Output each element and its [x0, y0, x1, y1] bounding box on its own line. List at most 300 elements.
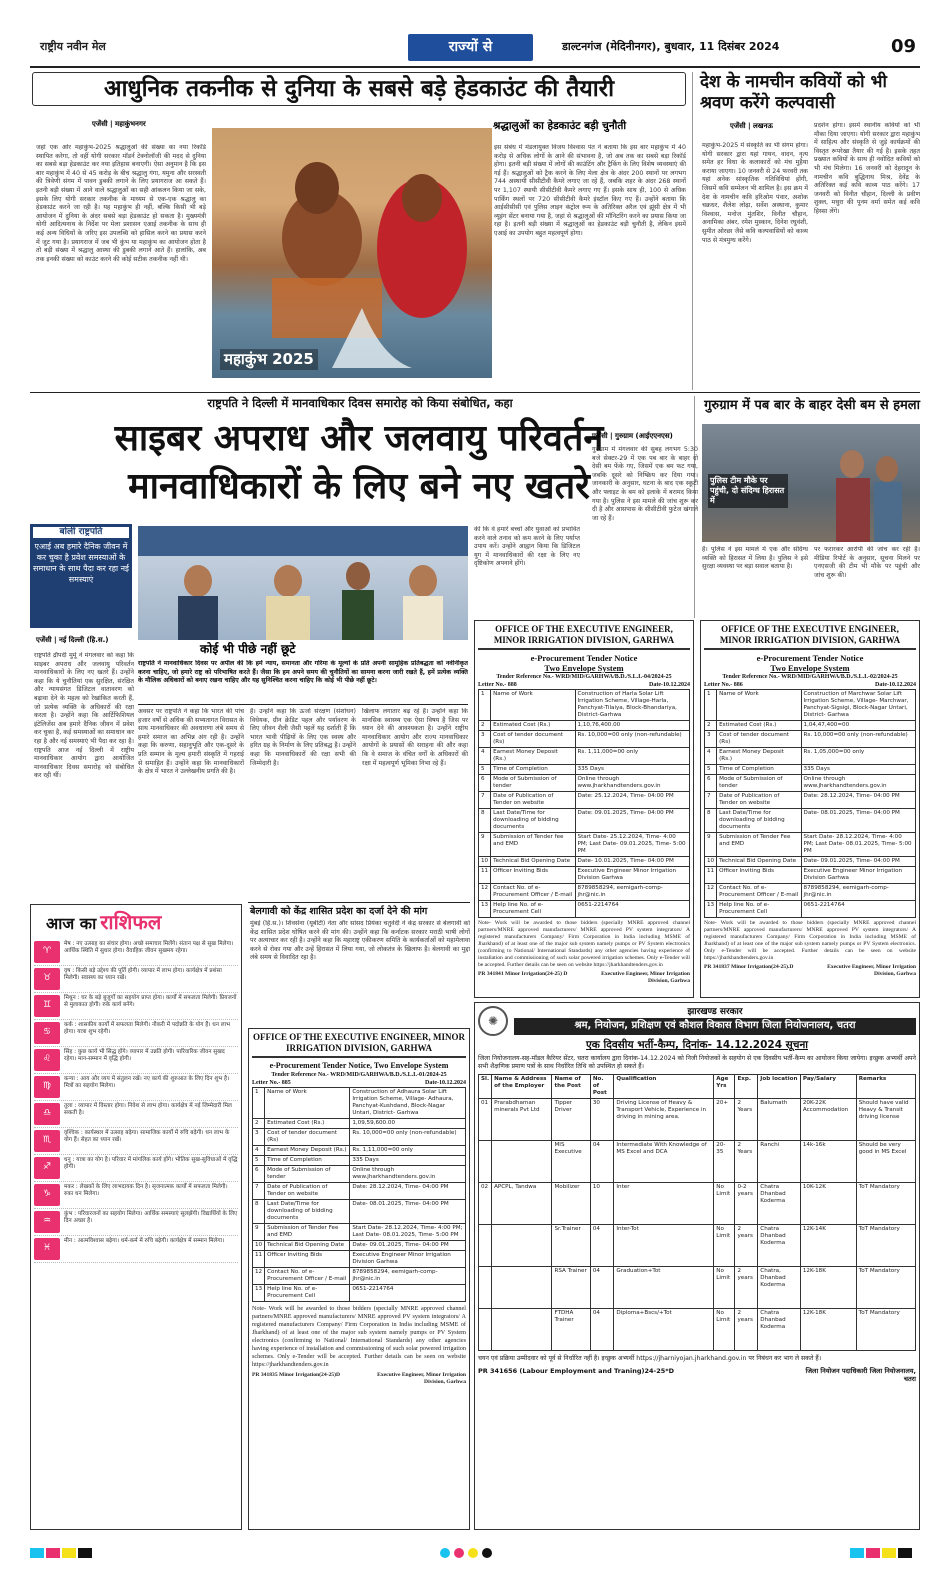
story3-headline-line1: साइबर अपराध और जलवायु परिवर्तन	[114, 418, 604, 459]
job-fair-cell: 2 years	[735, 1309, 758, 1351]
job-fair-row	[479, 1099, 916, 1141]
job-fair-cell: No Limit	[714, 1267, 735, 1309]
job-fair-header-cell: Name of the Post	[552, 1075, 590, 1099]
tender-row-label: Mode of Submission of tender	[265, 1166, 350, 1183]
zodiac-sign-icon: ♌	[34, 1049, 60, 1071]
job-fair-footer: चयन एवं प्रक्रिया उम्मीदवार को पूर्व से निर्धारित नहीं है। इच्छुक अभ्यर्थी https://jharniyojan.jharkhand.gov.in पर निबंधन कर भाग ले सकते हैं।	[478, 1355, 822, 1363]
tender-row-number: 1	[479, 690, 491, 721]
story4-photo	[702, 424, 920, 542]
job-fair-cell	[492, 1225, 552, 1267]
tender-row	[479, 721, 690, 731]
tender-row	[479, 901, 690, 918]
tender-row-label: Name of Work	[265, 1088, 350, 1119]
story2-headline: देश के नामचीन कवियों को भी श्रवण करेंगे कल्पवासी	[700, 72, 887, 113]
tender-notice-a	[474, 620, 694, 998]
story3-byline: एजेंसी | नई दिल्ली (हि.स.)	[36, 636, 109, 644]
tender-row-label: Officer Inviting Bids	[265, 1251, 350, 1268]
job-fair-cell: Inter	[614, 1183, 714, 1225]
job-fair-cell: Chatra, Dhanbad Koderma	[758, 1267, 801, 1309]
tender-row-number: 3	[479, 731, 491, 748]
job-fair-cell: 2 Years	[735, 1099, 758, 1141]
zodiac-sign-icon: ♒	[34, 1211, 60, 1233]
tender-row-number: 12	[705, 884, 717, 901]
tender-row-number: 2	[253, 1119, 265, 1129]
tender-row-number: 11	[253, 1251, 265, 1268]
job-fair-cell: Diploma+Bscs/+Tot	[614, 1309, 714, 1351]
masthead	[30, 34, 920, 64]
tender-row-value: 0651-2214764	[801, 901, 915, 918]
tender-row	[705, 748, 916, 765]
tender-row-label: Time of Completion	[265, 1156, 350, 1166]
tender-row-value: Rs. 10,000=00 only (non-refundable)	[575, 731, 689, 748]
tender-row-value: Date- 09.01.2025, Time- 04:00 PM	[801, 857, 915, 867]
job-fair-cell: Chatra Dhanbad Koderma	[758, 1183, 801, 1225]
tender-row-label: Last Date/Time for downloading of bidding documents	[491, 809, 575, 833]
tender-row-number: 5	[479, 765, 491, 775]
story4-byline: एजेंसी | गुरुग्राम (आईएएनएस)	[592, 432, 673, 440]
tender-c-ref: Tender Reference No.- WRD/MID/GARHWA/B.D./S.L.I.-01/2024-25	[271, 1072, 447, 1078]
tender-row-value: Online through www.jharkhandtenders.gov.in	[350, 1166, 466, 1183]
tender-row-value: 1,04,47,400=00	[801, 721, 915, 731]
tender-row-value: Start Date- 25.12.2024, Time- 4:00 PM; Last Date- 09.01.2025, Time- 5:00 PM	[575, 833, 689, 857]
job-fair-table	[478, 1074, 916, 1351]
job-fair-cell: Should be very good in MS Excel	[856, 1141, 915, 1183]
color-bar-magenta	[46, 1548, 60, 1558]
tender-row-value: Date- 08.01.2025, Time- 04:00 PM	[350, 1200, 466, 1224]
story3-col5: की कि वे हमारे बच्चों और युवाओं को प्रभावित करने वाले तनाव को कम करने के लिए पर्याप्त उपाय करें। उन्होंने आह्वान किया कि डिजिटल युग में मानवाधिकारों की रक्षा के लिए नए दृष्टिकोण अपनाने होंगे।	[474, 526, 580, 568]
rashifal-box	[30, 904, 242, 1530]
tender-row-label: Earnest Money Deposit (Rs.)	[265, 1146, 350, 1156]
story4-col3: पर फरारकर आरोपी की जांच कर रही है। मीडिया रिपोर्ट के अनुसार, सूचना मिलने पर एनएसजी की टीम भी मौके पर पहुंची और जांच शुरू की।	[814, 546, 920, 579]
job-fair-cell: Balumath	[758, 1099, 801, 1141]
rashifal-item	[34, 1074, 238, 1101]
tender-row-value: Rs. 1,11,000=00 only	[575, 748, 689, 765]
masthead-rule	[30, 66, 920, 68]
job-fair-cell: 0-2 years	[735, 1183, 758, 1225]
tender-row-label: Contact No. of e-Procurement Officer / E-mail	[491, 884, 575, 901]
tender-row-number: 1	[253, 1088, 265, 1119]
color-bar-black-right	[898, 1548, 912, 1558]
tender-row	[705, 857, 916, 867]
story5-text: मुंबई (हि.स.)। शिवसेना (यूबीटी) नेता और सांसद प्रियंका चतुर्वेदी ने केंद्र सरकार से बेलगावी को केंद्र शासित प्रदेश घोषित करने की मांग की। उन्होंने कहा कि कर्नाटक सरकार मराठी भाषी लोगों पर अत्याचार कर रही है। उन्होंने कहा कि महाराष्ट्र एकीकरण समिति के कार्यकर्ताओं को महामेलावा करने से रोका गया और उन्हें हिरासत में लिया गया, जो लोकतंत्र के खिलाफ है। बेलगावी का मुद्दा लंबे समय से विवादित रहा है।	[250, 920, 470, 962]
tender-row-number: 7	[705, 792, 717, 809]
tender-row-label: Time of Completion	[491, 765, 575, 775]
zodiac-sign-icon: ♎	[34, 1103, 60, 1125]
job-fair-cell: 12K-18K	[800, 1309, 856, 1351]
tender-row-number: 13	[253, 1285, 265, 1302]
tender-row	[705, 901, 916, 918]
tender-row-label: Help line No. of e-Procurement Cell	[717, 901, 801, 918]
tender-row-label: Earnest Money Deposit (Rs.)	[491, 748, 575, 765]
job-fair-header-cell: Qualification	[614, 1075, 714, 1099]
tender-row	[253, 1268, 466, 1285]
tender-a-sign: Executive Engineer, Minor Irrigation Division, Garhwa	[601, 971, 690, 984]
tender-b-table	[704, 689, 916, 918]
story1-photo	[212, 128, 492, 378]
story3-col1: राष्ट्रपति द्रौपदी मुर्मू ने मंगलवार को कहा कि साइबर अपराध और जलवायु परिवर्तन मानवाधिकारों के लिए नए खतरे हैं। उन्होंने कहा कि ये चुनौतियां एक सुरक्षित, संरक्षित और न्यायसंगत डिजिटल वातावरण को बढ़ावा देने के महत्व को रेखांकित करती हैं, जो प्रत्येक व्यक्ति के अधिकारों की रक्षा करता है। उन्होंने कहा कि आर्टिफिशियल इंटेलिजेंस अब हमारे दैनिक जीवन में प्रवेश कर चुका है, कई समस्याओं का समाधान कर रहा है और नई समस्याएं भी पैदा कर रहा है। राष्ट्रपति आज नई दिल्ली में राष्ट्रीय मानवाधिकार आयोग द्वारा आयोजित मानवाधिकार दिवस समारोह को संबोधित कर रही थीं।	[34, 652, 134, 780]
rashifal-item	[34, 1182, 238, 1209]
job-fair-row	[479, 1141, 916, 1183]
job-fair-cell: No Limit	[714, 1225, 735, 1267]
rashifal-item	[34, 1101, 238, 1128]
tender-row-label: Mode of Submission of tender	[717, 775, 801, 792]
rashifal-text: सिंह : कुछ कार्य भी सिद्ध होंगे। व्यापार में उन्नति होगी। पारिवारिक जीवन सुखद रहेगा। मान-सम्मान में वृद्धि होगी।	[64, 1049, 225, 1063]
tender-row-value: Construction of Adhaura Solar Lift Irrigation Scheme, Village- Adhaura, Panchyat-Kushdand, Block-Nagar Untari, District- Garhwa	[350, 1088, 466, 1119]
tender-row-label: Date of Publication of Tender on website	[265, 1183, 350, 1200]
job-fair-cell: MIS Executive	[552, 1141, 590, 1183]
color-bar-magenta-right	[866, 1548, 880, 1558]
tender-row-number: 4	[705, 748, 717, 765]
tender-row-value: Online through www.jharkhandtenders.gov.in	[575, 775, 689, 792]
rashifal-title-prefix: आज का	[46, 914, 97, 933]
masthead-logo: राष्ट्रीय नवीन मेल	[40, 40, 106, 53]
tender-row	[253, 1200, 466, 1224]
tender-row-value: Rs. 10,000=00 only (non-refundable)	[350, 1129, 466, 1146]
rashifal-item	[34, 1236, 238, 1263]
job-fair-cell	[479, 1141, 492, 1183]
job-fair-cell: 12K-18K	[800, 1267, 856, 1309]
tender-row-number: 12	[253, 1268, 265, 1285]
job-fair-header-cell: Sl.	[479, 1075, 492, 1099]
tender-row-value: Date- 09.01.2025, Time- 04:00 PM	[350, 1241, 466, 1251]
tender-row-label: Cost of tender document (Rs)	[491, 731, 575, 748]
tender-row	[253, 1183, 466, 1200]
tender-row	[705, 833, 916, 857]
job-fair-cell: 04	[590, 1141, 614, 1183]
rashifal-title: राशिफल	[100, 910, 162, 934]
job-fair-cell: Ranchi	[758, 1141, 801, 1183]
rashifal-item	[34, 993, 238, 1020]
tender-row-value: Executive Engineer Minor Irrigation Division Garhwa	[350, 1251, 466, 1268]
story4-photo-caption: पुलिस टीम मौके पर पहुंची, दो संदिग्ध हिरासत में	[708, 474, 788, 508]
tender-row-label: Time of Completion	[717, 765, 801, 775]
story3-sidebox-title: बोलीं राष्ट्रपति	[33, 527, 129, 538]
tender-row-label: Last Date/Time for downloading of bidding documents	[717, 809, 801, 833]
tender-row-number: 10	[705, 857, 717, 867]
tender-row-value: Start Date- 28.12.2024, Time- 4:00 PM; Last Date- 08.01.2025, Time- 5:00 PM	[350, 1224, 466, 1241]
tender-row-label: Name of Work	[491, 690, 575, 721]
tender-row-label: Estimated Cost (Rs.)	[265, 1119, 350, 1129]
color-bar-yellow-right	[882, 1548, 896, 1558]
job-fair-cell: 04	[590, 1309, 614, 1351]
tender-a-office: OFFICE OF THE EXECUTIVE ENGINEER, MINOR IRRIGATION DIVISION, GARHWA	[478, 624, 690, 650]
job-fair-cell	[492, 1141, 552, 1183]
story1-col2: इस संबंध में मंडलायुक्त विजय विश्वास पंत ने बताया कि इस बार महाकुंभ में 40 करोड़ से अधिक लोगों के आने की संभावना है, जो अब तक का सबसे बड़ा रिकॉर्ड होगा। इतनी बड़ी संख्या में लोगों की काउंटिंग और ट्रैकिंग के लिए विशेष व्यवस्थाएं की गई हैं। श्रद्धालुओं को ट्रैक करने के लिए मेला क्षेत्र के अंदर 200 स्थानों पर लगभग 744 अस्थायी सीसीटीवी कैमरे लगाए जा रहे हैं, जबकि शहर के अंदर 268 स्थानों पर 1,107 स्थायी सीसीटीवी कैमरे लगाए गए हैं। इसके साथ ही, 100 से अधिक पार्किंग स्थलों पर 720 सीसीटीवी कैमरे इंस्टॉल किए गए हैं। उन्होंने बताया कि आईसीसीसी एवं पुलिस लाइन कंट्रोल रूम के अतिरिक्त अरैल एवं झूंसी क्षेत्र में भी व्यूइंग सेंटर बनाया गया है, जहां से श्रद्धालुओं की मॉनिटरिंग करने का प्रयास किया जा रहा है। इतनी बड़ी संख्या में श्रद्धालुओं का हेडकाउंट बड़ी चुनौती है, लेकिन इसमें एआई का उपयोग बहुत महत्वपूर्ण होगा।	[494, 144, 686, 237]
tender-row-label: Submission of Tender Fee and EMD	[717, 833, 801, 857]
rashifal-item	[34, 1128, 238, 1155]
tender-a-subtitle: Two Envelope System	[544, 663, 624, 673]
tender-row	[253, 1088, 466, 1119]
dateline: डाल्टनगंज (मेदिनीनगर), बुधवार, 11 दिसंबर 2024	[562, 40, 780, 53]
tender-row-value: Construction of Harla Solar Lift Irrigation Scheme, Village-Harla, Panchyat-Tilaiya, Block-Bhandariya, District-Garhwa	[575, 690, 689, 721]
job-fair-cell: 20K-22K Accommodation	[800, 1099, 856, 1141]
color-bar-cyan	[30, 1548, 44, 1558]
tender-row-label: Last Date/Time for downloading of bidding documents	[265, 1200, 350, 1224]
job-fair-cell: Prarabdhaman minerals Pvt Ltd	[492, 1099, 552, 1141]
tender-row-label: Officer Inviting Bids	[491, 867, 575, 884]
tender-row-number: 6	[705, 775, 717, 792]
tender-row	[479, 690, 690, 721]
tender-b-ref: Tender Reference No.- WRD/MID/GARHWA/B.D./S.L.I.-02/2024-25	[722, 674, 898, 680]
job-fair-cell: 20+	[714, 1099, 735, 1141]
job-fair-cell: APCPL, Tandwa	[492, 1183, 552, 1225]
tender-row-label: Estimated Cost (Rs.)	[717, 721, 801, 731]
tender-row	[253, 1251, 466, 1268]
job-fair-cell	[492, 1267, 552, 1309]
zodiac-sign-icon: ♋	[34, 1022, 60, 1044]
tender-row-label: Estimated Cost (Rs.)	[491, 721, 575, 731]
story4-col2: है। पुलिस ने इस मामले में एक और संदिग्ध व्यक्ति को हिरासत में लिया है। पुलिस ने इसे सुरक्षा व्यवस्था पर बड़ा सवाल बताया है।	[702, 546, 808, 571]
tender-row-number: 2	[479, 721, 491, 731]
tender-row-label: Earnest Money Deposit (Rs.)	[717, 748, 801, 765]
job-fair-cell: ToT Mandatory	[856, 1225, 915, 1267]
rashifal-text: कुंभ : परिवारजनों का सहयोग मिलेगा। आर्थिक समस्याएं सुलझेंगी। विद्यार्थियों के लिए दिन अच्छा है।	[64, 1211, 238, 1225]
tender-row-value: Executive Engineer Minor Irrigation Division Garhwa	[575, 867, 689, 884]
tender-row-value: 0651-2214764	[350, 1285, 466, 1302]
tender-row-number: 3	[253, 1129, 265, 1146]
tender-row-number: 10	[253, 1241, 265, 1251]
tender-a-table	[478, 689, 690, 918]
tender-row-value: Online through www.jharkhandtenders.gov.in	[801, 775, 915, 792]
zodiac-sign-icon: ♈	[34, 941, 60, 963]
story3-photo-caption: कोई भी पीछे नहीं छूटे	[200, 642, 296, 656]
tender-c-pr: PR 341835 Minor Irrigation(24-25)D	[252, 1372, 340, 1378]
job-fair-sign: जिला नियोजन पदाधिकारी जिला नियोजनालय, चतरा	[805, 1367, 916, 1384]
tender-row-number: 4	[253, 1146, 265, 1156]
job-fair-cell: Tipper Driver	[552, 1099, 590, 1141]
job-fair-cell: FTDHA Trainer	[552, 1309, 590, 1351]
job-fair-notice	[474, 1002, 920, 1530]
jharkhand-emblem-icon: ✺	[478, 1006, 508, 1036]
tender-row-number: 6	[479, 775, 491, 792]
tender-row-number: 8	[253, 1200, 265, 1224]
zodiac-sign-icon: ♏	[34, 1130, 60, 1152]
rashifal-item	[34, 1209, 238, 1236]
job-fair-header-cell: Exp.	[735, 1075, 758, 1099]
tender-row	[705, 884, 916, 901]
rashifal-text: मेष : नए उत्साह का संचार होगा। अच्छे समाचार मिलेंगे। संतान पक्ष से सुख मिलेगा। आर्थिक स्थिति में सुधार होगा। वैवाहिक जीवन सुखमय रहेगा।	[64, 941, 234, 955]
tender-c-sign: Executive Engineer, Minor Irrigation Division, Garhwa	[377, 1372, 466, 1385]
tender-b-title: e-Procurement Tender Notice	[756, 653, 864, 663]
rashifal-text: मीन : आत्मविश्वास बढ़ेगा। धर्म-कर्म में रुचि बढ़ेगी। कार्यक्षेत्र में सम्मान मिलेगा।	[64, 1238, 225, 1244]
award-ceremony-illustration	[138, 526, 468, 640]
job-fair-header-cell: No. of Post	[590, 1075, 614, 1099]
tender-row-value: 335 Days	[350, 1156, 466, 1166]
tender-row-value: 8789858294, eemigarh-comp-jhr@nic.in	[350, 1268, 466, 1285]
registration-dot-cyan	[440, 1548, 450, 1558]
tender-row-label: Mode of Submission of tender	[491, 775, 575, 792]
tender-row	[705, 867, 916, 884]
rashifal-text: धनु : यात्रा का योग है। परिवार में मांगलिक कार्य होंगे। भौतिक सुख-सुविधाओं में वृद्धि होगी।	[64, 1157, 238, 1171]
tender-row-number: 12	[479, 884, 491, 901]
job-fair-row	[479, 1225, 916, 1267]
job-fair-row	[479, 1267, 916, 1309]
tender-c-date: Date-10.12.2024	[425, 1080, 466, 1086]
tender-row	[253, 1119, 466, 1129]
rashifal-text: तुला : व्यापार में विस्तार होगा। निवेश से लाभ होगा। कार्यक्षेत्र में नई जिम्मेदारी मिल सकती है।	[64, 1103, 232, 1117]
tender-row-value: Rs. 10,000=00 only (non-refundable)	[801, 731, 915, 748]
story3-col3: है। उन्होंने कहा कि ऊर्जा संरक्षण (संशोधन) विधेयक, ग्रीन क्रेडिट पहल और पर्यावरण के लिए जीवन शैली जैसी पहलें यह दर्शाती हैं कि भारत भावी पीढ़ियों के लिए एक स्वस्थ और हरित ग्रह के निर्माण के लिए प्रतिबद्ध है। उन्होंने कहा कि मानवाधिकारों की रक्षा सभी की जिम्मेदारी है।	[250, 708, 356, 767]
tender-row-label: Submission of Tender fee and EMD	[491, 833, 575, 857]
job-fair-cell	[479, 1309, 492, 1351]
tender-row	[705, 809, 916, 833]
tender-b-letter: Letter No.- 886	[704, 682, 743, 688]
job-fair-cell: 10	[590, 1183, 614, 1225]
story3-kicker: राष्ट्रपति ने दिल्ली में मानवाधिकार दिवस समारोह को किया संबोधित, कहा	[207, 396, 513, 410]
rashifal-item	[34, 939, 238, 966]
tender-a-letter: Letter No.- 888	[478, 682, 517, 688]
story2-col2: प्रदर्शन होगा। इसमें स्थानीय कवियों को भी मौका दिया जाएगा। योगी सरकार द्वारा महाकुंभ में साहित्य और संस्कृति से जुड़े कार्यक्रमों की विस्तृत रूपरेखा तैयार की गई है। इसके तहत प्रख्यात कवियों के साथ ही नवोदित कवियों को भी मंच मिलेगा। 16 जनवरी को देहरादून के नामचीन कवि बुद्धिनाथ मिश्र, देवेंद्र के अतिरिक्त कई कवि काव्य पाठ करेंगे। 17 जनवरी को विनीत चौहान, दिल्ली के प्रवीण शुक्ल, मथुरा की पूनम वर्मा समेत कई कवि हिस्सा लेंगे।	[814, 122, 920, 215]
job-fair-cell: Sr.Trainer	[552, 1225, 590, 1267]
story1-byline: एजेंसी | महाकुंभनगर	[92, 120, 146, 128]
rashifal-item	[34, 966, 238, 993]
job-fair-cell: 04	[590, 1225, 614, 1267]
job-fair-cell: 10K-12K	[800, 1183, 856, 1225]
tender-row-number: 9	[253, 1224, 265, 1241]
zodiac-sign-icon: ♊	[34, 995, 60, 1017]
tender-row-number: 7	[479, 792, 491, 809]
tender-row-value: Date: 28.12.2024, Time- 04:00 PM	[801, 792, 915, 809]
rashifal-text: कर्क : शासकीय कार्यों में सफलता मिलेगी। नौकरी में पदोन्नति के योग हैं। धन लाभ होगा। यात्रा शुभ रहेगी।	[64, 1022, 231, 1036]
story1-headline: आधुनिक तकनीक से दुनिया के सबसे बड़े हेडकाउंट की तैयारी	[32, 72, 686, 106]
registration-dot-magenta	[454, 1548, 464, 1558]
tender-c-office: OFFICE OF THE EXECUTIVE ENGINEER, MINOR IRRIGATION DIVISION, GARHWA	[252, 1032, 466, 1058]
tender-row-number: 3	[705, 731, 717, 748]
job-fair-cell: Intermediate With Knowledge of MS Excel and DCA	[614, 1141, 714, 1183]
job-fair-header-cell: Name & Address of the Employer	[492, 1075, 552, 1099]
tender-row	[253, 1129, 466, 1146]
story3-col4: खिलाफ लगातार बढ़ रहे हैं। उन्होंने कहा कि मानसिक स्वास्थ्य एक ऐसा विषय है जिस पर ध्यान देने की आवश्यकता है। उन्होंने राष्ट्रीय मानवाधिकार आयोग और राज्य मानवाधिकार आयोगों के प्रयासों की सराहना की और कहा कि वे समाज के वंचित वर्गों के अधिकारों की रक्षा में महत्वपूर्ण भूमिका निभा रहे हैं।	[362, 708, 468, 767]
job-fair-cell: 14k-16k	[800, 1141, 856, 1183]
tender-row-value: 335 Days	[801, 765, 915, 775]
tender-row	[479, 765, 690, 775]
tender-row-number: 5	[253, 1156, 265, 1166]
story2-col1: महाकुंभ-2025 में संस्कृति का भी संगम होगा। योगी सरकार द्वारा यहां गायन, वादन, नृत्य समेत हर विधा के कलाकारों को मंच मुहैया कराया जाएगा। 10 जनवरी से 24 फरवरी तक यहां अनेक सांस्कृतिक गतिविधियां होंगी, जिसमें कवि सम्मेलन भी शामिल है। इस क्रम में देश के नामचीन कवि हरिओम पंवार, अशोक चक्रधर, शैलेश लोढ़ा, सर्वेश अस्थाना, कुमार विश्वास, मनोज मुंतशिर, विनीत चौहान, अनामिका अंबर, रमेश मुस्कान, दिनेश रघुवंशी, सुमीत ओरछा जैसे कवि कल्पवासियों को काव्य पाठ से मंत्रमुग्ध करेंगे।	[702, 142, 808, 244]
tender-row	[479, 748, 690, 765]
story1-photo-badge: महाकुंभ 2025	[220, 349, 318, 370]
job-fair-govt: झारखण्ड सरकार	[687, 1007, 743, 1018]
job-fair-cell: 12K-14K	[800, 1225, 856, 1267]
tender-b-note: Note- Work will be awarded to those bidders (specially MNRE approved channel partners/MNRE approved manufacturers/ MNRE approved PV system integrators/ A registered manufacturers Company/ Firm Corporation in India including MSME of Jharkhand) of at least one of the major sub system namely pumps or PV System electronics. Only e-Tender will be accepted. Further details can be seen on website https://jharkhandtenders.gov.in	[704, 920, 916, 961]
zodiac-sign-icon: ♐	[34, 1157, 60, 1179]
job-fair-row	[479, 1183, 916, 1225]
tender-row	[705, 765, 916, 775]
tender-row	[253, 1241, 466, 1251]
tender-row-number: 4	[479, 748, 491, 765]
tender-row-number: 8	[705, 809, 717, 833]
job-fair-header-cell: Remarks	[856, 1075, 915, 1099]
tender-notice-c	[248, 1028, 470, 1530]
job-fair-cell	[479, 1225, 492, 1267]
tender-b-pr: PR 341837 Minor Irrigation(24-25).D	[704, 964, 794, 970]
tender-c-letter: Letter No.- 885	[252, 1080, 291, 1086]
tender-row	[479, 867, 690, 884]
story3-headline-line2: मानवाधिकारों के लिए बने नए खतरे	[128, 466, 590, 507]
tender-row-value: 335 Days	[575, 765, 689, 775]
job-fair-cell: 02	[479, 1183, 492, 1225]
tender-row-number: 1	[705, 690, 717, 721]
rashifal-text: कन्या : आय और व्यय में संतुलन रखें। नए कार्य की शुरुआत के लिए दिन शुभ है। मित्रों का सहयोग मिलेगा।	[64, 1076, 230, 1090]
tender-row-value: 8789858294, eemigarh-comp-jhr@nic.in	[801, 884, 915, 901]
job-fair-cell: Should have valid Heavy & Transit driving license	[856, 1099, 915, 1141]
story3-photo	[138, 526, 468, 640]
zodiac-sign-icon: ♓	[34, 1238, 60, 1260]
tender-row-value: Date: 25.12.2024, Time- 04:00 PM	[575, 792, 689, 809]
job-fair-cell: Driving License of Heavy & Transport Vehicle, Experience in driving in mining area.	[614, 1099, 714, 1141]
tender-row-label: Date of Publication of Tender on website	[717, 792, 801, 809]
tender-row-value: Construction of Marchwar Solar Lift Irrigation Scheme, Village- Marchwar, Panchyat-Sigsigi, Block-Nagar Untari, District- Garhwa	[801, 690, 915, 721]
tender-row-value: Start Date- 28.12.2024, Time- 4:00 PM; Last Date- 08.01.2025, Time- 5:00 PM	[801, 833, 915, 857]
tender-row-number: 10	[479, 857, 491, 867]
job-fair-cell: 2 Years	[735, 1141, 758, 1183]
tender-row	[479, 833, 690, 857]
story4-col1: गुरुग्राम में मंगलवार की सुबह लगभग 5:30 बजे सेक्टर-29 में एक पब बार के बाहर दो देसी बम फेंके गए, जिसमें एक बम फट गया, जबकि दूसरे को निष्क्रिय कर दिया गया। जानकारी के अनुसार, घटना के बाद एक स्कूटी और फ्लाइट के बम को इलाके में बरामद किया गया है। पुलिस ने इस मामले की जांच शुरू कर दी है और आसपास के सीसीटीवी फुटेज खंगाले जा रहे हैं।	[592, 446, 698, 522]
job-fair-title: एक दिवसीय भर्ती-कैम्प, दिनांक- 14.12.2024 सूचना	[586, 1039, 808, 1051]
tender-row-number: 6	[253, 1166, 265, 1183]
rashifal-text: वृष : किसी बड़े उद्देश्य की पूर्ति होगी। व्यापार में लाभ होगा। कार्यक्षेत्र में प्रशंसा मिलेगी। स्वास्थ्य का ध्यान रखें।	[64, 968, 222, 982]
tender-c-note: Note- Work will be awarded to those bidders (specially MNRE approved channel partners/MNRE approved manufacturers/ MNRE approved PV system integrators/ A registered manufacturers Company/ Firm Corporation in India including MSME of Jharkhand) of at least one of the major sub system namely pumps or PV System electronics (confirming to National/ International Standards) any other agencies having experience of installation and commissioning of such solar powered irrigation schemes. Only e-Tender will be accepted. Further details can be seen on website https://jharkhandtenders.gov.in	[252, 1305, 466, 1368]
tender-row	[705, 721, 916, 731]
job-fair-cell: ToT Mandatory	[856, 1267, 915, 1309]
tender-row-label: Cost of tender document (Rs)	[717, 731, 801, 748]
tender-a-pr: PR 341841 Minor Irrigation(24-25) D	[478, 971, 568, 977]
job-fair-cell: Chatra Dhanbad Koderma	[758, 1225, 801, 1267]
tender-row-value: Date: 28.12.2024, Time- 04:00 PM	[350, 1183, 466, 1200]
job-fair-pr: PR 341656 (Labour Employment and Traning)24-25*D	[478, 1367, 675, 1376]
rashifal-text: वृश्चिक : कार्यस्थल में उत्साह बढ़ेगा। सामाजिक कार्यों में रुचि बढ़ेगी। धन लाभ के योग हैं। सेहत का ध्यान रखें।	[64, 1130, 230, 1144]
tender-row-number: 11	[705, 867, 717, 884]
job-fair-cell: Graduation+Tot	[614, 1267, 714, 1309]
tender-row	[479, 792, 690, 809]
story3-col2: अवसर पर राष्ट्रपति ने कहा कि भारत की पांच हजार वर्षों से अधिक की सभ्यतागत विरासत के साथ मानवाधिकार की अवधारणा लंबे समय से हमारे समाज का अभिन्न अंग रही है। उन्होंने कहा कि करुणा, सहानुभूति और एक-दूसरे के प्रति सम्मान के मूल्य हमारी संस्कृति में गहराई से समाहित हैं। उन्होंने कहा कि मानवाधिकारों के क्षेत्र में भारत ने उल्लेखनीय प्रगति की है।	[138, 708, 244, 776]
story2-byline: एजेंसी | लखनऊ	[730, 122, 773, 130]
tender-row-label: Help line No. of e-Procurement Cell	[265, 1285, 350, 1302]
rashifal-item	[34, 1047, 238, 1074]
color-bar-black	[78, 1548, 92, 1558]
tender-row	[705, 792, 916, 809]
job-fair-cell: No Limit	[714, 1309, 735, 1351]
section-banner: राज्यों से	[408, 34, 533, 61]
tender-b-sign: Executive Engineer, Minor Irrigation Division, Garhwa	[827, 964, 916, 977]
rashifal-item	[34, 1155, 238, 1182]
job-fair-dept: श्रम, नियोजन, प्रशिक्षण एवं कौशल विकास विभाग जिला नियोजनालय, चतरा	[514, 1018, 916, 1035]
job-fair-cell: 2 years	[735, 1267, 758, 1309]
rashifal-list	[34, 939, 238, 1263]
tender-row	[479, 731, 690, 748]
tender-row-label: Help line No. of e-Procurement Cell	[491, 901, 575, 918]
zodiac-sign-icon: ♉	[34, 968, 60, 990]
tender-a-note: Note- Work will be awarded to those bidders (specially MNRE approved channel partners/MNRE approved manufacturers/ MNRE approved PV system integrators/ A registered manufacturers Company/ Firm Corporation in India including MSME of Jharkhand) of at least one of the major sub system namely pumps or PV System electronics (confirming to National/ International Standards) any other agencies having experience of installation and commissioning of such solar powered irrigation schemes. Only e-Tender will be accepted. Further details can be seen on website https://jharkhandtenders.gov.in	[478, 920, 690, 968]
story3-intro: राष्ट्रपति ने मानवाधिकार दिवस पर अपील की कि हमें न्याय, समानता और गरिमा के मूल्यों के प्रति अपनी सामूहिक प्रतिबद्धता को नवीनीकृत करना चाहिए, जो हमारे राष्ट्र को परिभाषित करते हैं। जैसा कि हम अपने समय की चुनौतियों का सामना करना जारी रखते हैं, हमें प्रत्येक व्यक्ति के मौलिक अधिकारों को बनाए रखना चाहिए और यह सुनिश्चित करना चाहिए कि कोई भी पीछे नहीं छूटे।	[138, 660, 468, 685]
tender-notice-b	[700, 620, 920, 998]
tender-row-label: Technical Bid Opening Date	[265, 1241, 350, 1251]
tender-c-table	[252, 1087, 466, 1302]
job-fair-cell: Inter-Tot	[614, 1225, 714, 1267]
tender-row	[253, 1146, 466, 1156]
registration-dot-yellow	[468, 1548, 478, 1558]
job-fair-cell: 30	[590, 1099, 614, 1141]
job-fair-cell: Chatra Dhanbad Koderma	[758, 1309, 801, 1351]
tender-row-label: Date of Publication of Tender on website	[491, 792, 575, 809]
tender-row	[705, 731, 916, 748]
job-fair-cell	[479, 1267, 492, 1309]
tender-row-number: 7	[253, 1183, 265, 1200]
tender-row-value: Rs. 1,11,000=00 only	[350, 1146, 466, 1156]
job-fair-header-cell: Age Yrs	[714, 1075, 735, 1099]
tender-row-value: Date: 09.01.2025, Time- 04:00 PM	[575, 809, 689, 833]
job-fair-cell: No Limit	[714, 1183, 735, 1225]
tender-row-label: Contact No. of e-Procurement Officer / E-mail	[717, 884, 801, 901]
